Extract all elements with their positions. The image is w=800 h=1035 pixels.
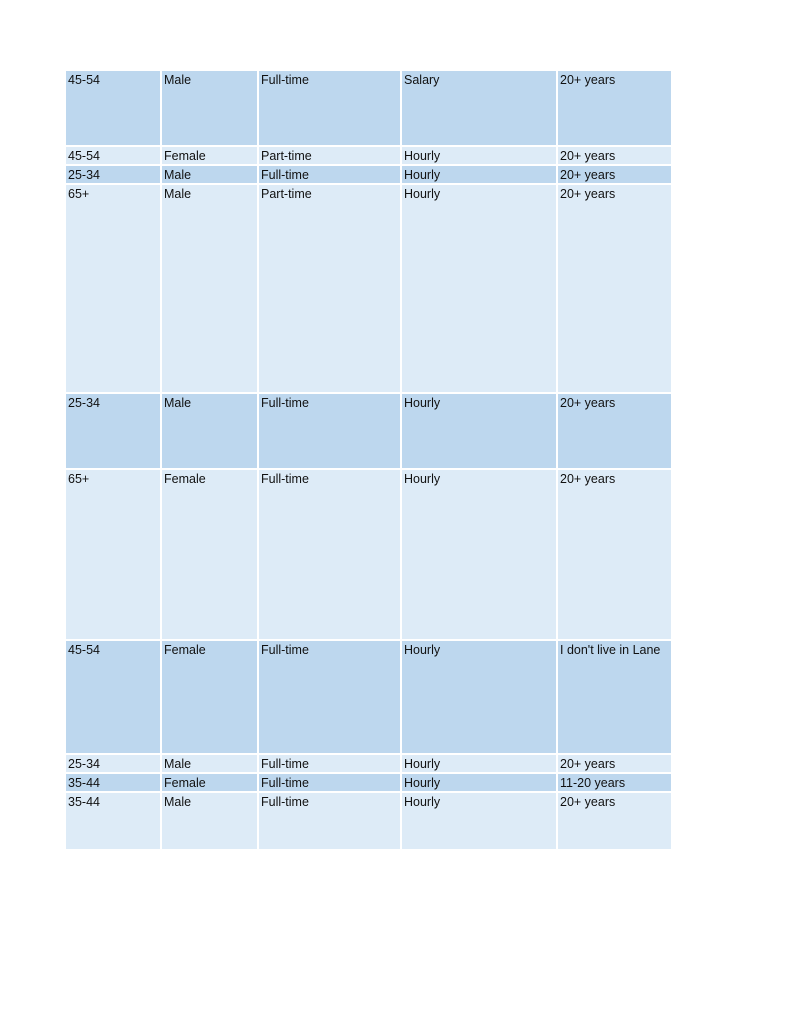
table-row <box>66 394 671 470</box>
pay-type-cell: Hourly <box>402 774 558 793</box>
employment-cell: Part-time <box>259 185 402 394</box>
survey-data-table <box>66 71 671 849</box>
gender-cell: Male <box>162 166 259 185</box>
pay-type-cell: Hourly <box>402 793 558 849</box>
pay-type-cell: Hourly <box>402 394 558 470</box>
tenure-cell: 20+ years <box>558 394 671 470</box>
age-cell: 45-54 <box>66 147 162 166</box>
pay-type-cell: Hourly <box>402 147 558 166</box>
gender-cell: Female <box>162 774 259 793</box>
employment-cell: Full-time <box>259 793 402 849</box>
employment-cell: Full-time <box>259 71 402 147</box>
age-cell: 45-54 <box>66 641 162 755</box>
gender-cell: Female <box>162 147 259 166</box>
pay-type-cell: Hourly <box>402 470 558 641</box>
pay-type-cell: Hourly <box>402 185 558 394</box>
tenure-cell: I don't live in Lane <box>558 641 671 755</box>
employment-cell: Full-time <box>259 470 402 641</box>
gender-cell: Female <box>162 641 259 755</box>
table-row <box>66 793 671 849</box>
pay-type-cell: Salary <box>402 71 558 147</box>
age-cell: 25-34 <box>66 166 162 185</box>
tenure-cell: 20+ years <box>558 793 671 849</box>
employment-cell: Full-time <box>259 166 402 185</box>
gender-cell: Male <box>162 71 259 147</box>
table-row <box>66 185 671 394</box>
table-row <box>66 641 671 755</box>
age-cell: 25-34 <box>66 755 162 774</box>
gender-cell: Male <box>162 793 259 849</box>
age-cell: 45-54 <box>66 71 162 147</box>
age-cell: 35-44 <box>66 793 162 849</box>
table-row <box>66 774 671 793</box>
tenure-cell: 20+ years <box>558 185 671 394</box>
pay-type-cell: Hourly <box>402 166 558 185</box>
table-row <box>66 755 671 774</box>
table-row <box>66 470 671 641</box>
gender-cell: Male <box>162 755 259 774</box>
pay-type-cell: Hourly <box>402 755 558 774</box>
employment-cell: Part-time <box>259 147 402 166</box>
tenure-cell: 20+ years <box>558 755 671 774</box>
gender-cell: Male <box>162 185 259 394</box>
age-cell: 35-44 <box>66 774 162 793</box>
gender-cell: Male <box>162 394 259 470</box>
employment-cell: Full-time <box>259 755 402 774</box>
table-row <box>66 71 671 147</box>
age-cell: 25-34 <box>66 394 162 470</box>
tenure-cell: 20+ years <box>558 470 671 641</box>
table-row <box>66 166 671 185</box>
tenure-cell: 20+ years <box>558 166 671 185</box>
employment-cell: Full-time <box>259 394 402 470</box>
age-cell: 65+ <box>66 185 162 394</box>
pay-type-cell: Hourly <box>402 641 558 755</box>
tenure-cell: 20+ years <box>558 71 671 147</box>
tenure-cell: 11-20 years <box>558 774 671 793</box>
employment-cell: Full-time <box>259 774 402 793</box>
table-row <box>66 147 671 166</box>
tenure-cell: 20+ years <box>558 147 671 166</box>
age-cell: 65+ <box>66 470 162 641</box>
gender-cell: Female <box>162 470 259 641</box>
employment-cell: Full-time <box>259 641 402 755</box>
